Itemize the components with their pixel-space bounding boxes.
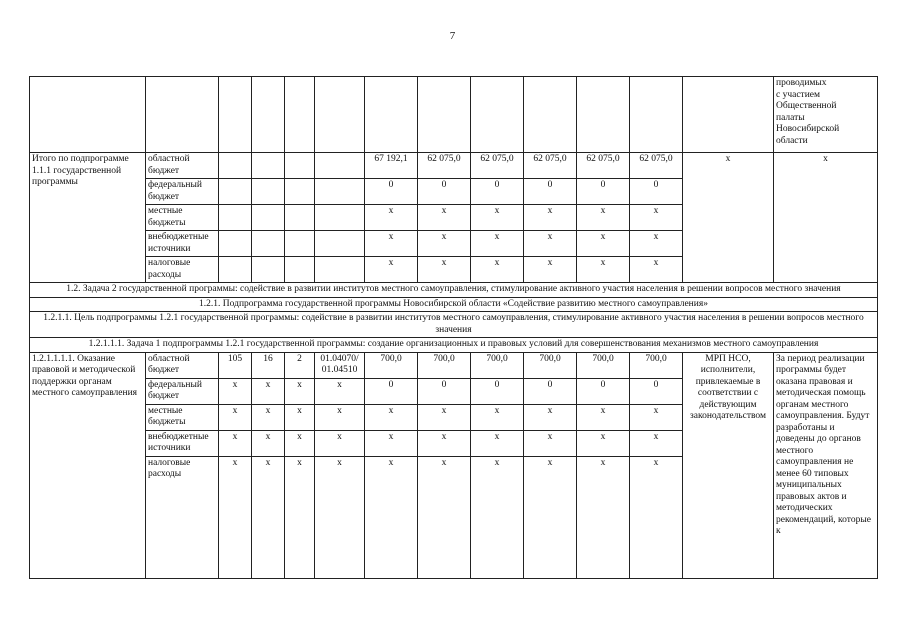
code-cell: x <box>219 456 252 578</box>
value-cell: 700,0 <box>418 352 471 378</box>
value-cell: 700,0 <box>577 352 630 378</box>
section-band <box>30 297 878 312</box>
source-label: федеральный бюджет <box>146 179 219 205</box>
total-executor: x <box>683 153 774 283</box>
measure-row <box>30 352 878 378</box>
value-cell: x <box>577 404 630 430</box>
value-cell: 62 075,0 <box>471 153 524 179</box>
code-cell: 105 <box>219 352 252 378</box>
value-cell: x <box>471 231 524 257</box>
value-cell: 700,0 <box>630 352 683 378</box>
value-cell: 700,0 <box>365 352 418 378</box>
value-cell: x <box>418 231 471 257</box>
code-cell: x <box>315 456 365 578</box>
value-cell: x <box>471 205 524 231</box>
code-cell: 16 <box>252 352 285 378</box>
value-cell: x <box>418 456 471 578</box>
value-cell: 700,0 <box>524 352 577 378</box>
code-cell: x <box>285 430 315 456</box>
value-cell: x <box>630 257 683 283</box>
value-cell: x <box>418 404 471 430</box>
source-label: налоговые расходы <box>146 456 219 578</box>
subtask-heading: 1.2.1.1.1. Задача 1 подпрограммы 1.2.1 государственной программы: создание организационных и правовых условий для совершенствования механизмов местного самоуправления <box>30 338 878 353</box>
value-cell: x <box>524 257 577 283</box>
goal-heading: 1.2.1.1. Цель подпрограммы 1.2.1 государственной программы: содействие в развитии институтов местного самоуправления, стимулирование активного участия населения в решении вопросов местного значения <box>30 312 878 338</box>
code-cell: x <box>315 430 365 456</box>
value-cell: 700,0 <box>471 352 524 378</box>
source-label: местные бюджеты <box>146 404 219 430</box>
value-cell: 62 075,0 <box>630 153 683 179</box>
section-band <box>30 312 878 338</box>
continuation-row <box>30 77 878 153</box>
value-cell: 62 075,0 <box>524 153 577 179</box>
code-cell: x <box>219 378 252 404</box>
total-row <box>30 153 878 179</box>
source-label: областной бюджет <box>146 153 219 179</box>
subprogram-heading: 1.2.1. Подпрограмма государственной программы Новосибирской области «Содействие развитию местного самоуправления» <box>30 297 878 312</box>
value-cell: 0 <box>418 378 471 404</box>
value-cell: x <box>418 257 471 283</box>
value-cell: x <box>630 456 683 578</box>
value-cell: x <box>577 231 630 257</box>
value-cell: 0 <box>524 378 577 404</box>
value-cell: x <box>365 257 418 283</box>
value-cell: x <box>577 456 630 578</box>
code-cell: x <box>285 404 315 430</box>
value-cell: 0 <box>365 179 418 205</box>
task-heading: 1.2. Задача 2 государственной программы: содействие в развитии институтов местного самоуправления, стимулирование активного участия населения в решении вопросов местного значения <box>30 283 878 298</box>
source-label: налоговые расходы <box>146 257 219 283</box>
section-band <box>30 283 878 298</box>
value-cell: x <box>365 404 418 430</box>
value-cell: 0 <box>577 378 630 404</box>
continuation-note: проводимых с участием Общественной палаты Новосибирской области <box>774 77 878 153</box>
value-cell: x <box>524 231 577 257</box>
value-cell: x <box>524 456 577 578</box>
value-cell: 0 <box>524 179 577 205</box>
value-cell: x <box>365 205 418 231</box>
value-cell: 0 <box>577 179 630 205</box>
value-cell: 62 075,0 <box>418 153 471 179</box>
code-cell: x <box>252 456 285 578</box>
code-cell: x <box>285 456 315 578</box>
code-cell: 01.04070/ 01.04510 <box>315 352 365 378</box>
total-name: Итого по подпрограмме 1.1.1 государственной программы <box>30 153 146 283</box>
source-label: федеральный бюджет <box>146 378 219 404</box>
value-cell: 62 075,0 <box>577 153 630 179</box>
value-cell: x <box>630 205 683 231</box>
code-cell: x <box>315 378 365 404</box>
code-cell: x <box>252 404 285 430</box>
code-cell: x <box>315 404 365 430</box>
source-label: внебюджетные источники <box>146 231 219 257</box>
value-cell: x <box>365 456 418 578</box>
value-cell: x <box>577 430 630 456</box>
value-cell: x <box>471 404 524 430</box>
value-cell: x <box>524 205 577 231</box>
page-number: 7 <box>449 30 456 42</box>
value-cell: x <box>418 205 471 231</box>
value-cell: x <box>630 404 683 430</box>
measure-executor: МРП НСО, исполнители, привлекаемые в соответствии с действующим законодательством <box>683 352 774 578</box>
value-cell: 67 192,1 <box>365 153 418 179</box>
code-cell: x <box>285 378 315 404</box>
code-cell: 2 <box>285 352 315 378</box>
source-label: местные бюджеты <box>146 205 219 231</box>
value-cell: 0 <box>365 378 418 404</box>
value-cell: x <box>365 430 418 456</box>
value-cell: x <box>630 430 683 456</box>
value-cell: x <box>418 430 471 456</box>
section-band <box>30 338 878 353</box>
measure-result: За период реализации программы будет оказана правовая и методическая помощь органам местного самоуправления. Будут разработаны и доведены до органов местного самоуправления не менее 60 типовых муниципальных правовых актов и методических рекомендаций, которые к <box>774 352 878 578</box>
measure-name: 1.2.1.1.1.1. Оказание правовой и методической поддержки органам местного самоуправления <box>30 352 146 578</box>
value-cell: 0 <box>630 179 683 205</box>
code-cell: x <box>252 378 285 404</box>
source-label: внебюджетные источники <box>146 430 219 456</box>
value-cell: x <box>577 205 630 231</box>
total-result: x <box>774 153 878 283</box>
value-cell: x <box>524 404 577 430</box>
value-cell: 0 <box>471 378 524 404</box>
code-cell: x <box>219 430 252 456</box>
value-cell: x <box>365 231 418 257</box>
source-label: областной бюджет <box>146 352 219 378</box>
value-cell: x <box>524 430 577 456</box>
value-cell: x <box>471 257 524 283</box>
value-cell: x <box>630 231 683 257</box>
code-cell: x <box>252 430 285 456</box>
value-cell: x <box>471 456 524 578</box>
value-cell: x <box>471 430 524 456</box>
value-cell: 0 <box>418 179 471 205</box>
value-cell: x <box>577 257 630 283</box>
code-cell: x <box>219 404 252 430</box>
value-cell: 0 <box>471 179 524 205</box>
program-table <box>29 76 878 579</box>
value-cell: 0 <box>630 378 683 404</box>
